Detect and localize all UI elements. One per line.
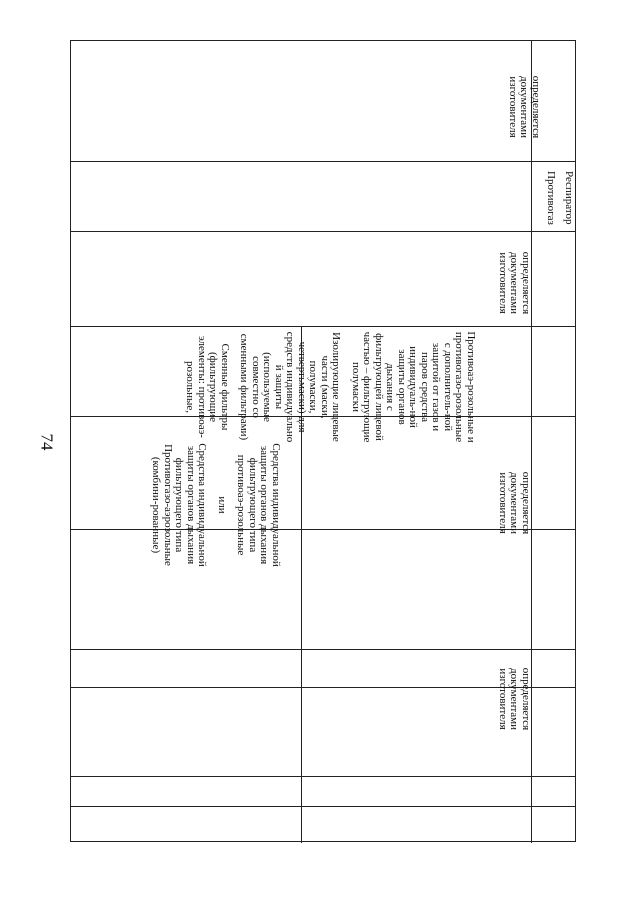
means-paragraph-2: или — [216, 496, 228, 514]
types-cell — [184, 331, 476, 443]
page-number: 74 — [37, 433, 57, 451]
norm-right-cell: определяется документами изготовителя — [507, 75, 542, 139]
gas-mask-label: Противогаз — [545, 171, 558, 225]
row-divider — [71, 326, 575, 327]
types-group-1: Противоаэ-розольные и противогазо-розольные с дополнитель-ной защитой от газов и паров средства индивидуаль-ной защиты органов дыхания с фильтрующей лицевой частью – фильтрующие полумаски — [350, 331, 477, 443]
table — [70, 40, 576, 842]
means-paragraph-1: Средства индивидуальной защиты органов дыхания фильтрующего типа противоаэ-розольные — [235, 443, 282, 567]
norm-cell-1: определяется документами изготовителя — [497, 251, 532, 315]
respirator-label: Респиратор — [563, 171, 575, 225]
row-divider — [71, 776, 575, 777]
row-divider — [71, 161, 575, 162]
types-group-3: Сменные фильтры (фильтрующие элементы: противоаэ-розольные, — [184, 336, 231, 438]
respirator-cell — [545, 171, 574, 251]
row-divider — [71, 231, 575, 232]
types-group-2: Изолирующие лицевые части (маски, полумаски, четвертьмаски) для средств индивидуально й защиты (используемые совместно со сменными фильтрами) — [238, 331, 343, 443]
norm-cell-2: определяется документами изготовителя — [497, 471, 532, 535]
row-divider — [71, 806, 575, 807]
means-paragraph-3: Средства индивидуальной защиты органов дыхания фильтрующего типа Противогазо-аэрозольные (комбини-рованные) — [150, 443, 209, 567]
norm-cell-3: определяется документами изготовителя — [497, 667, 532, 731]
row-divider — [71, 649, 575, 650]
means-cell — [150, 441, 281, 569]
